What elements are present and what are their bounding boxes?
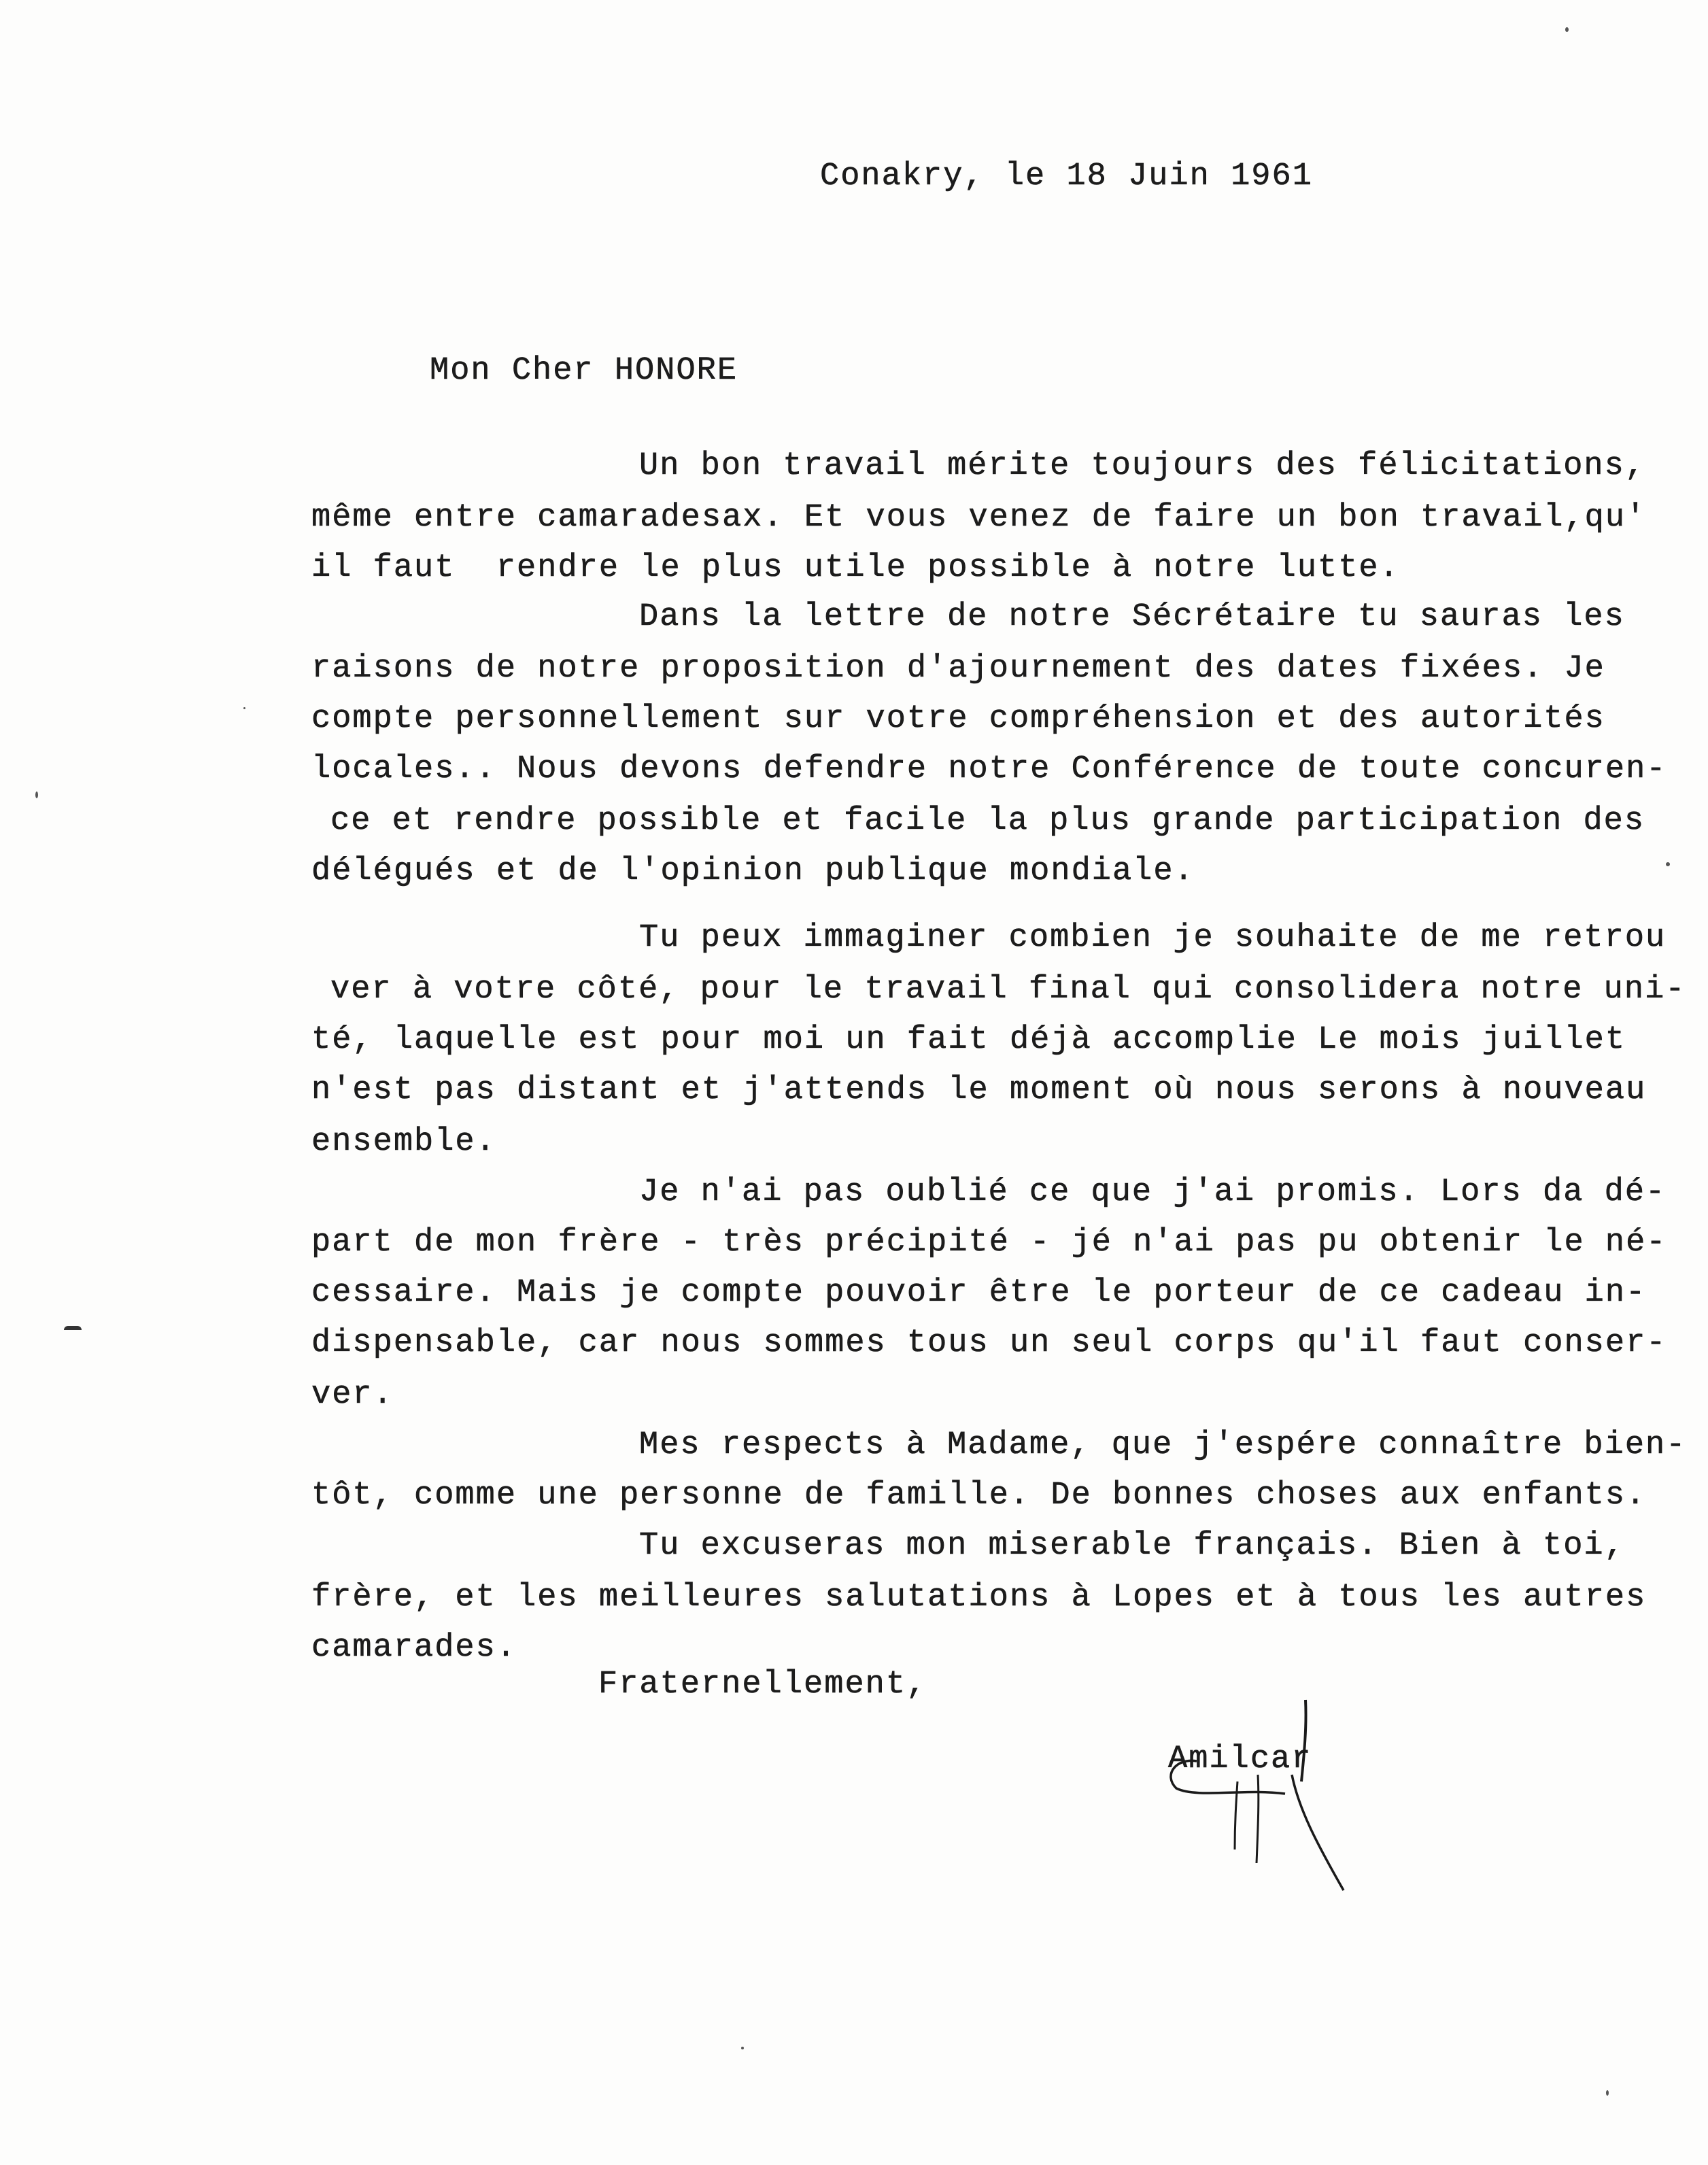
paper-speck: [243, 707, 245, 709]
body-line-24: camarades.: [311, 1630, 517, 1666]
body-line-8: ce et rendre possible et facile la plus grande participation des: [330, 803, 1645, 839]
body-line-7: locales.. Nous devons defendre notre Conférence de toute concuren-: [311, 751, 1667, 787]
body-line-11: ver à votre côté, pour le travail final qui consolidera notre uni-: [330, 972, 1686, 1008]
letter-closing: Fraternellement,: [598, 1667, 927, 1703]
body-line-16: part de mon frère - très précipité - jé n'ai pas pu obtenir le né-: [311, 1225, 1667, 1261]
body-line-6: compte personnellement sur votre compréhension et des autorités: [311, 701, 1605, 737]
paper-speck: [1666, 862, 1670, 866]
body-line-17: cessaire. Mais je compte pouvoir être le porteur de ce cadeau in-: [311, 1275, 1647, 1311]
body-line-12: té, laquelle est pour moi un fait déjà accomplie Le mois juillet: [311, 1022, 1626, 1058]
body-line-19: ver.: [311, 1377, 394, 1413]
body-line-22: Tu excuseras mon miserable français. Bien à toi,: [639, 1528, 1625, 1564]
signature-typed-name: Amilcar: [1168, 1741, 1312, 1777]
body-line-15: Je n'ai pas oublié ce que j'ai promis. Lors da dé-: [639, 1174, 1667, 1210]
paper-speck: [35, 791, 38, 798]
body-line-18: dispensable, car nous sommes tous un seul corps qu'il faut conser-: [311, 1325, 1667, 1361]
body-line-1: Un bon travail mérite toujours des félicitations,: [639, 448, 1646, 484]
body-line-20: Mes respects à Madame, que j'espére connaître bien-: [639, 1427, 1687, 1463]
body-line-9: délégués et de l'opinion publique mondiale.: [311, 853, 1195, 889]
body-line-13: n'est pas distant et j'attends le moment où nous serons à nouveau: [311, 1072, 1647, 1108]
letter-date: Conakry, le 18 Juin 1961: [820, 158, 1313, 194]
letter-salutation: Mon Cher HONORE: [430, 353, 738, 389]
body-line-14: ensemble.: [311, 1124, 496, 1160]
body-line-5: raisons de notre proposition d'ajournement des dates fixées. Je: [311, 651, 1605, 687]
body-line-21: tôt, comme une personne de famille. De bonnes choses aux enfants.: [311, 1478, 1647, 1514]
body-line-3: il faut rendre le plus utile possible à notre lutte.: [311, 550, 1400, 586]
body-line-23: frère, et les meilleures salutations à Lopes et à tous les autres: [311, 1580, 1647, 1616]
body-line-10: Tu peux immaginer combien je souhaite de me retrou: [639, 920, 1667, 956]
paper-speck: [1565, 27, 1569, 32]
paper-speck: [64, 1326, 82, 1330]
body-line-4: Dans la lettre de notre Sécrétaire tu sauras les: [639, 599, 1625, 635]
handwritten-signature: [1156, 1686, 1373, 1911]
body-line-2: même entre camaradesax. Et vous venez de faire un bon travail,qu': [311, 500, 1647, 536]
paper-speck: [741, 2047, 744, 2049]
paper-speck: [1606, 2090, 1609, 2096]
